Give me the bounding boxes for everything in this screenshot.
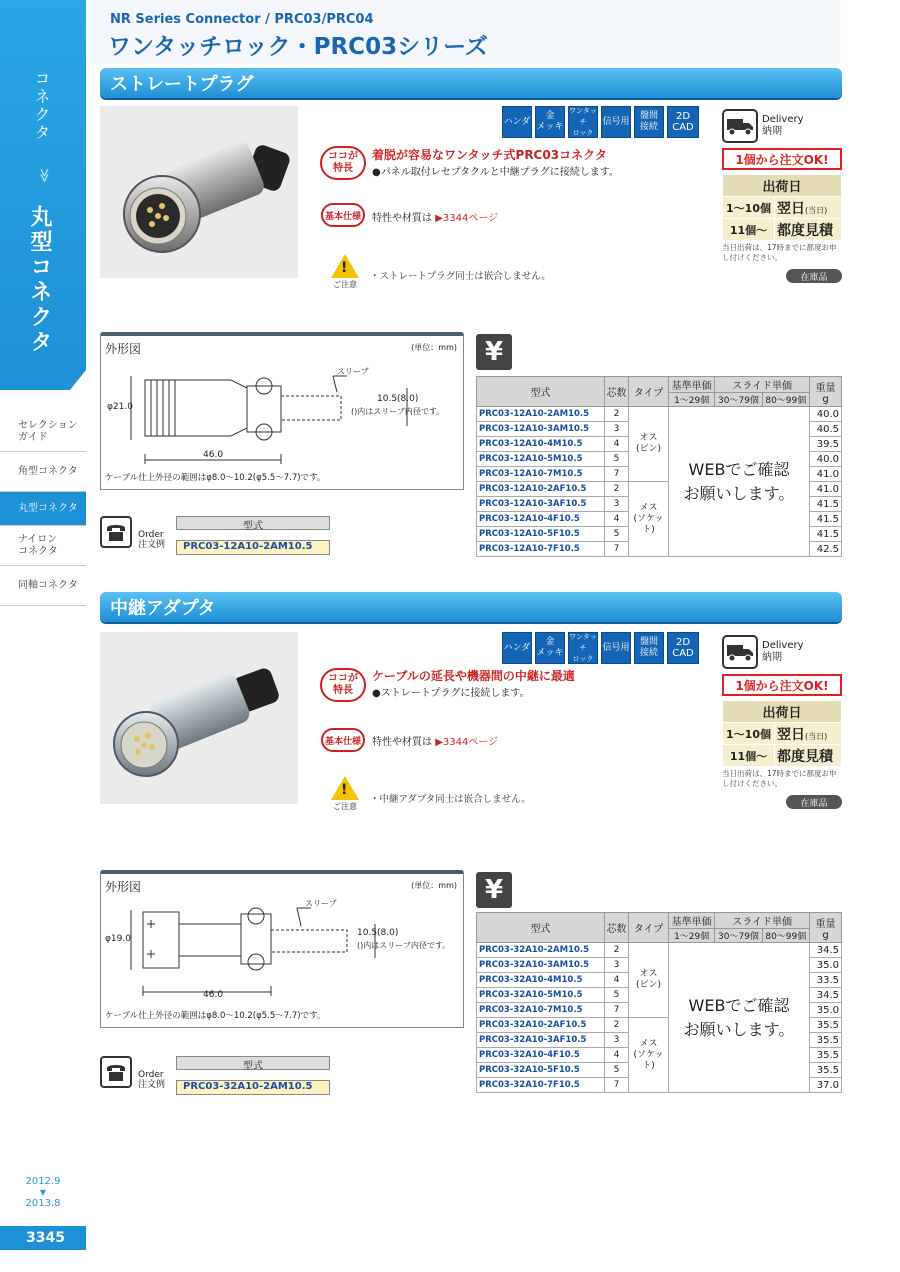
table-row bbox=[477, 407, 842, 422]
truck-icon bbox=[722, 635, 758, 669]
date-to: 2013.8 bbox=[25, 1198, 61, 1209]
col-cores: 芯数 bbox=[605, 377, 629, 407]
phone-order-icon bbox=[100, 1056, 132, 1088]
row-model[interactable]: PRC03-32A10-4M10.5 bbox=[477, 973, 605, 988]
col-slide-price: スライド単価 bbox=[715, 377, 810, 393]
caution-text: ・中継アダプタ同士は嵌合しません。 bbox=[370, 794, 531, 805]
row-weight: 41.5 bbox=[810, 527, 842, 542]
dimension-footnote: ケーブル仕上外径の範囲はφ8.0〜10.2(φ5.5〜7.7)です。 bbox=[105, 1011, 326, 1021]
cable-dim-note: ()内はスリーブ内径です。 bbox=[357, 941, 451, 950]
sidebar-main-title: 丸型コネクタ bbox=[27, 205, 52, 355]
badge-2d-cad[interactable]: 2D CAD bbox=[667, 632, 699, 664]
badge-solder: ハンダ bbox=[502, 106, 532, 138]
row-cores: 2 bbox=[605, 943, 629, 958]
row-cores: 3 bbox=[605, 497, 629, 512]
row-model[interactable]: PRC03-32A10-2AF10.5 bbox=[477, 1018, 605, 1033]
row-cores: 5 bbox=[605, 988, 629, 1003]
row-weight: 42.5 bbox=[810, 542, 842, 557]
price-table bbox=[476, 912, 842, 1093]
row-weight: 35.5 bbox=[810, 1018, 842, 1033]
header-subtitle: NR Series Connector / PRC03/PRC04 bbox=[110, 12, 374, 27]
badge-gold-plating: 金 メッキ bbox=[535, 632, 565, 664]
row-weight: 41.5 bbox=[810, 512, 842, 527]
badge-signal: 信号用 bbox=[601, 106, 631, 138]
caution-label: ご注意 bbox=[333, 802, 357, 811]
spec-page-link[interactable]: ▶3344ページ bbox=[435, 737, 499, 748]
shipping-header: 出荷日 bbox=[723, 175, 842, 197]
row-weight: 35.5 bbox=[810, 1033, 842, 1048]
order-ok-banner: 1個から注文OK! bbox=[722, 674, 842, 696]
shipping-qty: 11個〜 bbox=[723, 745, 775, 767]
badge-solder: ハンダ bbox=[502, 632, 532, 664]
caution-text: ・ストレートプラグ同士は嵌合しません。 bbox=[370, 271, 551, 282]
dimension-title: 外形図 bbox=[105, 342, 142, 356]
shipping-table bbox=[722, 174, 842, 241]
row-cores: 2 bbox=[605, 482, 629, 497]
badge-panel-connection: 盤間 接続 bbox=[634, 632, 664, 664]
dimension-unit: (単位：mm) bbox=[411, 343, 457, 352]
shipping-row bbox=[723, 745, 842, 767]
date-from: 2012.9 bbox=[25, 1176, 61, 1187]
table-row bbox=[477, 943, 842, 958]
row-cores: 4 bbox=[605, 437, 629, 452]
shipping-day: 翌日 bbox=[777, 726, 805, 743]
row-model[interactable]: PRC03-12A10-4M10.5 bbox=[477, 437, 605, 452]
delivery-label-en: Delivery bbox=[762, 640, 804, 651]
row-type-female: メス (ソケット) bbox=[629, 482, 669, 557]
shipping-table bbox=[722, 700, 842, 767]
row-weight: 39.5 bbox=[810, 437, 842, 452]
row-weight: 35.0 bbox=[810, 1003, 842, 1018]
row-model[interactable]: PRC03-12A10-5F10.5 bbox=[477, 527, 605, 542]
row-model[interactable]: PRC03-32A10-7F10.5 bbox=[477, 1078, 605, 1093]
sidebar-item-coaxial-connector[interactable]: 同軸コネクタ bbox=[0, 566, 86, 606]
dimension-drawing bbox=[100, 870, 464, 1028]
row-model[interactable]: PRC03-12A10-7F10.5 bbox=[477, 542, 605, 557]
row-cores: 5 bbox=[605, 527, 629, 542]
col-type: タイプ bbox=[629, 913, 669, 943]
badge-gold-plating: 金 メッキ bbox=[535, 106, 565, 138]
caution-block bbox=[330, 776, 360, 812]
caution-block bbox=[330, 254, 360, 290]
order-example bbox=[100, 516, 340, 558]
row-model[interactable]: PRC03-12A10-7M10.5 bbox=[477, 467, 605, 482]
row-cores: 7 bbox=[605, 542, 629, 557]
page-title: ワンタッチロック・PRC03シリーズ bbox=[108, 34, 488, 60]
row-weight: 41.5 bbox=[810, 497, 842, 512]
row-cores: 4 bbox=[605, 973, 629, 988]
row-weight: 40.5 bbox=[810, 422, 842, 437]
row-type-male: オス (ピン) bbox=[629, 407, 669, 482]
feature-badges bbox=[502, 632, 699, 664]
delivery-panel bbox=[722, 634, 842, 809]
spec-badge: 基本仕様 bbox=[321, 203, 365, 227]
row-model[interactable]: PRC03-32A10-4F10.5 bbox=[477, 1048, 605, 1063]
product-photo-straight-plug bbox=[100, 106, 298, 278]
order-label: Order 注文例 bbox=[138, 1070, 166, 1090]
sidebar-category: コネクタ bbox=[32, 70, 51, 142]
feature-badges bbox=[502, 106, 699, 138]
badge-one-touch-lock: ワンタッチ ロック bbox=[569, 106, 597, 137]
sidebar-item-selection-guide[interactable]: セレクション ガイド bbox=[0, 412, 86, 452]
sleeve-label: スリーブ bbox=[305, 899, 337, 908]
shipping-header: 出荷日 bbox=[723, 701, 842, 723]
yen-icon: ¥ bbox=[476, 334, 512, 370]
row-cores: 2 bbox=[605, 407, 629, 422]
row-cores: 5 bbox=[605, 452, 629, 467]
shipping-row bbox=[723, 723, 842, 745]
sidebar-chevron-icon: ≫ bbox=[36, 168, 52, 183]
shipping-day-note: (当日) bbox=[805, 205, 828, 215]
col-cores: 芯数 bbox=[605, 913, 629, 943]
delivery-label-en: Delivery bbox=[762, 114, 804, 125]
row-model[interactable]: PRC03-32A10-3AM10.5 bbox=[477, 958, 605, 973]
diameter-label: φ21.0 bbox=[107, 402, 133, 412]
stock-badge: 在庫品 bbox=[786, 269, 842, 283]
shipping-qty: 1〜10個 bbox=[723, 723, 775, 745]
row-model[interactable]: PRC03-32A10-5M10.5 bbox=[477, 988, 605, 1003]
feature-badge: ココが 特長 bbox=[320, 146, 366, 180]
row-cores: 4 bbox=[605, 512, 629, 527]
col-weight: 重量 bbox=[815, 918, 836, 930]
length-label: 46.0 bbox=[203, 450, 224, 460]
yen-icon: ¥ bbox=[476, 872, 512, 908]
row-cores: 7 bbox=[605, 1078, 629, 1093]
row-model[interactable]: PRC03-12A10-3AF10.5 bbox=[477, 497, 605, 512]
sidebar bbox=[0, 0, 86, 1272]
row-model[interactable]: PRC03-12A10-5M10.5 bbox=[477, 452, 605, 467]
row-model[interactable]: PRC03-32A10-5F10.5 bbox=[477, 1063, 605, 1078]
badge-panel-connection: 盤間 接続 bbox=[634, 106, 664, 138]
sidebar-item-nylon-connector[interactable]: ナイロン コネクタ bbox=[0, 526, 86, 566]
col-qty-3: 80〜99個 bbox=[762, 393, 809, 407]
shipping-row bbox=[723, 219, 842, 241]
caution-label: ご注意 bbox=[333, 280, 357, 289]
web-confirm-text: WEBでご確認 お願いします。 bbox=[669, 407, 810, 557]
order-example bbox=[100, 1056, 340, 1098]
shipping-day: 都度見積 bbox=[775, 745, 842, 767]
cable-dim-label: 10.5(8.0) bbox=[377, 394, 419, 404]
col-weight-unit: g bbox=[822, 393, 829, 405]
col-slide-price: スライド単価 bbox=[715, 913, 810, 929]
spec-line bbox=[372, 209, 498, 224]
date-arrow-icon: ▼ bbox=[39, 1188, 47, 1197]
stock-badge: 在庫品 bbox=[786, 795, 842, 809]
row-weight: 33.5 bbox=[810, 973, 842, 988]
col-base-price: 基準単価 bbox=[669, 913, 715, 929]
row-cores: 3 bbox=[605, 422, 629, 437]
row-cores: 4 bbox=[605, 1048, 629, 1063]
catalog-date bbox=[14, 1175, 72, 1211]
col-model: 型式 bbox=[477, 377, 605, 407]
dimension-unit: (単位：mm) bbox=[411, 881, 457, 890]
col-qty-1: 1〜29個 bbox=[669, 393, 715, 407]
feature-text: ●パネル取付レセプタクルと中継プラグに接続します。 bbox=[372, 167, 619, 178]
col-weight: 重量 bbox=[815, 382, 836, 394]
row-model[interactable]: PRC03-12A10-2AM10.5 bbox=[477, 407, 605, 422]
spec-text: 特性や材質は bbox=[372, 737, 432, 748]
row-model[interactable]: PRC03-12A10-2AF10.5 bbox=[477, 482, 605, 497]
feature-text: ●ストレートプラグに接続します。 bbox=[372, 688, 530, 699]
page-number: 3345 bbox=[0, 1226, 86, 1250]
col-base-price: 基準単価 bbox=[669, 377, 715, 393]
row-type-male: オス (ピン) bbox=[629, 943, 669, 1018]
feature-badge: ココが 特長 bbox=[320, 668, 366, 702]
row-weight: 40.0 bbox=[810, 407, 842, 422]
delivery-label-jp: 納期 bbox=[762, 652, 782, 663]
row-weight: 35.5 bbox=[810, 1063, 842, 1078]
order-value: PRC03-12A10-2AM10.5 bbox=[176, 540, 330, 555]
col-qty-2: 30〜79個 bbox=[715, 929, 762, 943]
row-weight: 34.5 bbox=[810, 988, 842, 1003]
row-cores: 7 bbox=[605, 467, 629, 482]
row-cores: 3 bbox=[605, 958, 629, 973]
shipping-row bbox=[723, 197, 842, 219]
shipping-day: 都度見積 bbox=[775, 219, 842, 241]
cable-dim-label: 10.5(8.0) bbox=[357, 928, 399, 938]
row-weight: 41.0 bbox=[810, 467, 842, 482]
diameter-label: φ19.0 bbox=[105, 934, 131, 944]
shipping-note: 当日出荷は、17時までに都度お申し付けください。 bbox=[722, 769, 837, 788]
row-weight: 37.0 bbox=[810, 1078, 842, 1093]
col-weight-unit: g bbox=[822, 929, 829, 941]
web-confirm-text: WEBでご確認 お願いします。 bbox=[669, 943, 810, 1093]
shipping-note: 当日出荷は、17時までに都度お申し付けください。 bbox=[722, 243, 837, 262]
badge-signal: 信号用 bbox=[601, 632, 631, 664]
row-model[interactable]: PRC03-32A10-3AF10.5 bbox=[477, 1033, 605, 1048]
order-label: Order 注文例 bbox=[138, 530, 166, 550]
badge-2d-cad[interactable]: 2D CAD bbox=[667, 106, 699, 138]
col-model: 型式 bbox=[477, 913, 605, 943]
row-weight: 40.0 bbox=[810, 452, 842, 467]
row-weight: 35.0 bbox=[810, 958, 842, 973]
col-qty-3: 80〜99個 bbox=[762, 929, 809, 943]
row-model[interactable]: PRC03-32A10-2AM10.5 bbox=[477, 943, 605, 958]
row-cores: 3 bbox=[605, 1033, 629, 1048]
section-title-relay-adapter: 中継アダプタ bbox=[100, 592, 842, 622]
shipping-day-note: (当日) bbox=[805, 731, 828, 741]
section-title-straight-plug: ストレートプラグ bbox=[100, 68, 842, 98]
order-header: 型式 bbox=[176, 516, 330, 530]
row-cores: 2 bbox=[605, 1018, 629, 1033]
feature-headline: 着脱が容易なワンタッチ式PRC03コネクタ bbox=[372, 148, 607, 162]
row-type-female: メス (ソケット) bbox=[629, 1018, 669, 1093]
order-value: PRC03-32A10-2AM10.5 bbox=[176, 1080, 330, 1095]
col-qty-1: 1〜29個 bbox=[669, 929, 715, 943]
feature-headline: ケーブルの延長や機器間の中継に最適 bbox=[372, 669, 575, 683]
shipping-day: 翌日 bbox=[777, 200, 805, 217]
spec-page-link[interactable]: ▶3344ページ bbox=[435, 213, 499, 224]
spec-line bbox=[372, 733, 498, 748]
row-model[interactable]: PRC03-12A10-4F10.5 bbox=[477, 512, 605, 527]
truck-icon bbox=[722, 109, 758, 143]
row-model[interactable]: PRC03-32A10-7M10.5 bbox=[477, 1003, 605, 1018]
order-header: 型式 bbox=[176, 1056, 330, 1070]
row-weight: 34.5 bbox=[810, 943, 842, 958]
price-table bbox=[476, 376, 842, 557]
product-photo-relay-adapter bbox=[100, 632, 298, 804]
col-type: タイプ bbox=[629, 377, 669, 407]
delivery-panel bbox=[722, 108, 842, 283]
dimension-footnote: ケーブル仕上外径の範囲はφ8.0〜10.2(φ5.5〜7.7)です。 bbox=[105, 473, 326, 483]
row-cores: 5 bbox=[605, 1063, 629, 1078]
warning-icon: ! bbox=[331, 776, 359, 800]
sleeve-label: スリーブ bbox=[337, 367, 369, 376]
order-ok-banner: 1個から注文OK! bbox=[722, 148, 842, 170]
warning-icon: ! bbox=[331, 254, 359, 278]
sidebar-item-round-connector[interactable]: 丸型コネクタ bbox=[0, 492, 86, 526]
cable-dim-note: ()内はスリーブ内径です。 bbox=[351, 407, 445, 416]
row-weight: 41.0 bbox=[810, 482, 842, 497]
phone-order-icon bbox=[100, 516, 132, 548]
dimension-title: 外形図 bbox=[105, 880, 142, 894]
length-label: 46.0 bbox=[203, 990, 224, 1000]
row-cores: 7 bbox=[605, 1003, 629, 1018]
spec-badge: 基本仕様 bbox=[321, 728, 365, 752]
sidebar-item-square-connector[interactable]: 角型コネクタ bbox=[0, 452, 86, 492]
shipping-qty: 1〜10個 bbox=[723, 197, 775, 219]
spec-text: 特性や材質は bbox=[372, 213, 432, 224]
col-qty-2: 30〜79個 bbox=[715, 393, 762, 407]
row-weight: 35.5 bbox=[810, 1048, 842, 1063]
dimension-drawing bbox=[100, 332, 464, 490]
badge-one-touch-lock: ワンタッチ ロック bbox=[569, 632, 597, 663]
delivery-label-jp: 納期 bbox=[762, 126, 782, 137]
row-model[interactable]: PRC03-12A10-3AM10.5 bbox=[477, 422, 605, 437]
shipping-qty: 11個〜 bbox=[723, 219, 775, 241]
